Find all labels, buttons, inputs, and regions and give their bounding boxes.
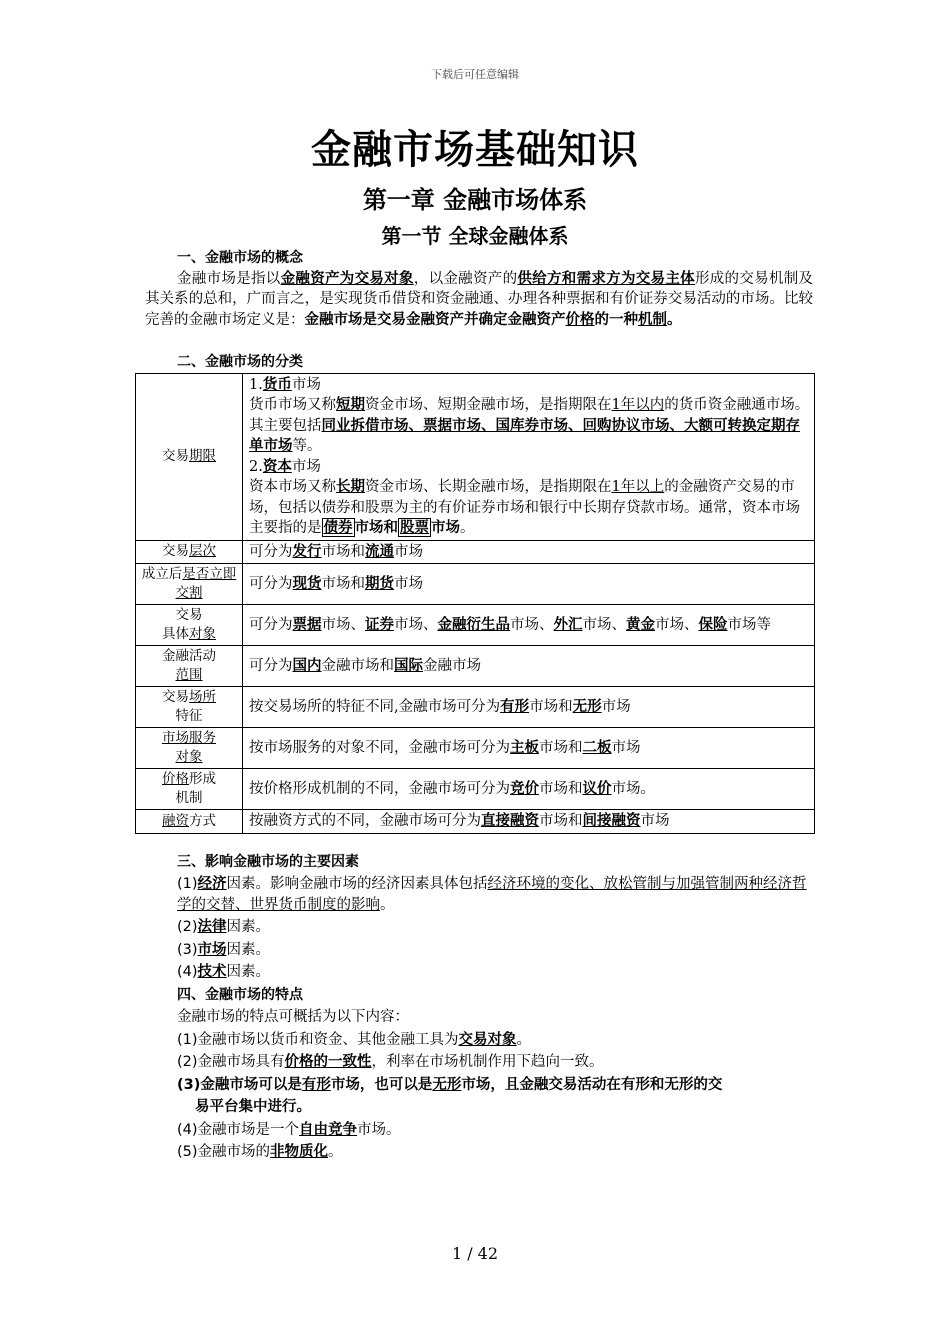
list-item-continuation: 易平台集中进行。 — [195, 1098, 311, 1115]
row-value: 可分为国内金融市场和国际金融市场 — [243, 646, 815, 687]
table-row — [136, 769, 815, 810]
list-item: (1)金融市场以货币和资金、其他金融工具为交易对象。 — [177, 1030, 532, 1048]
document-title: 金融市场基础知识 — [311, 126, 639, 173]
page-number: 1 / 42 — [451, 1244, 499, 1263]
s3-heading: 三、影响金融市场的主要因素 — [177, 853, 359, 870]
s2-heading: 二、金融市场的分类 — [177, 354, 303, 370]
classification-table — [135, 373, 815, 834]
s1-heading: 一、金融市场的概念 — [177, 250, 303, 266]
row-key: 成立后是否立即交割 — [136, 564, 243, 605]
table-row — [136, 728, 815, 769]
row-key: 金融活动 范围 — [136, 646, 243, 687]
row-key: 交易期限 — [136, 373, 243, 540]
row-value: 按价格形成机制的不同，金融市场可分为竞价市场和议价市场。 — [243, 769, 815, 810]
page-header: 下载后可任意编辑 — [431, 68, 519, 81]
table-row — [136, 605, 815, 646]
list-item: (4)金融市场是一个自由竞争市场。 — [177, 1120, 401, 1138]
document-body — [141, 248, 814, 1165]
chapter-title: 第一章 金融市场体系 — [362, 185, 588, 214]
list-item: (3)市场因素。 — [177, 940, 271, 958]
table-row — [136, 540, 815, 564]
table-row — [136, 687, 815, 728]
row-value: 可分为现货市场和期货市场 — [243, 564, 815, 605]
list-item: (5)金融市场的非物质化。 — [177, 1143, 343, 1160]
list-item: (1)经济因素。影响金融市场的经济因素具体包括经济环境的变化、放松管制与加强管制两种经济哲学的交替、世界货币制度的影响。 — [177, 875, 807, 913]
row-key: 交易层次 — [136, 540, 243, 564]
row-value: 按交易场所的特征不同,金融市场可分为有形市场和无形市场 — [243, 687, 815, 728]
row-value: 按市场服务的对象不同，金融市场可分为主板市场和二板市场 — [243, 728, 815, 769]
section-title: 第一节 全球金融体系 — [381, 224, 569, 248]
table-row — [136, 564, 815, 605]
row-value: 按融资方式的不同，金融市场可分为直接融资市场和间接融资市场 — [243, 810, 815, 834]
row-value: 可分为发行市场和流通市场 — [243, 540, 815, 564]
s1-paragraph: 金融市场是指以金融资产为交易对象，以金融资产的供给方和需求方为交易主体形成的交易机制及其关系的总和，广而言之，是实现货币借贷和资金融通、办理各种票据和有价证券交易活动的市场。比较完善的金融市场定义是：金融市场是交易金融资产并确定金融资产价格的一种机制。 — [145, 269, 814, 328]
row-key: 融资方式 — [136, 810, 243, 834]
s4-intro: 金融市场的特点可概括为以下内容： — [177, 1009, 409, 1025]
s4-heading: 四、金融市场的特点 — [177, 986, 303, 1003]
row-value: 1.货币市场 货币市场又称短期资金市场、短期金融市场，是指期限在1年以内的货币资金融通市场。其主要包括同业拆借市场、票据市场、国库券市场、回购协议市场、大额可转换定期存单市场等。 2.资本市场 资本市场又称长期资金市场、长期金融市场，是指期限在1年以上的金融资产交易的市场，包括以债券和股票为主的有价证券市场和银行中长期存贷款市场。通常，资本市场主要指的是 债券 市场和 股票 市场。 — [243, 373, 815, 540]
list-item: (4)技术因素。 — [177, 963, 271, 980]
table-row — [136, 810, 815, 834]
list-item: (2)法律因素。 — [177, 918, 271, 935]
row-key: 市场服务 对象 — [136, 728, 243, 769]
list-item: (3)金融市场可以是有形市场，也可以是无形市场，且金融交易活动在有形和无形的交 — [177, 1075, 723, 1093]
row-key: 价格形成 机制 — [136, 769, 243, 810]
table-row — [136, 373, 815, 540]
row-key: 交易 具体对象 — [136, 605, 243, 646]
row-key: 交易场所 特征 — [136, 687, 243, 728]
table-row — [136, 646, 815, 687]
row-value: 可分为票据市场、证券市场、金融衍生品市场、外汇市场、黄金市场、保险市场等 — [243, 605, 815, 646]
list-item: (2)金融市场具有价格的一致性，利率在市场机制作用下趋向一致。 — [177, 1053, 604, 1070]
